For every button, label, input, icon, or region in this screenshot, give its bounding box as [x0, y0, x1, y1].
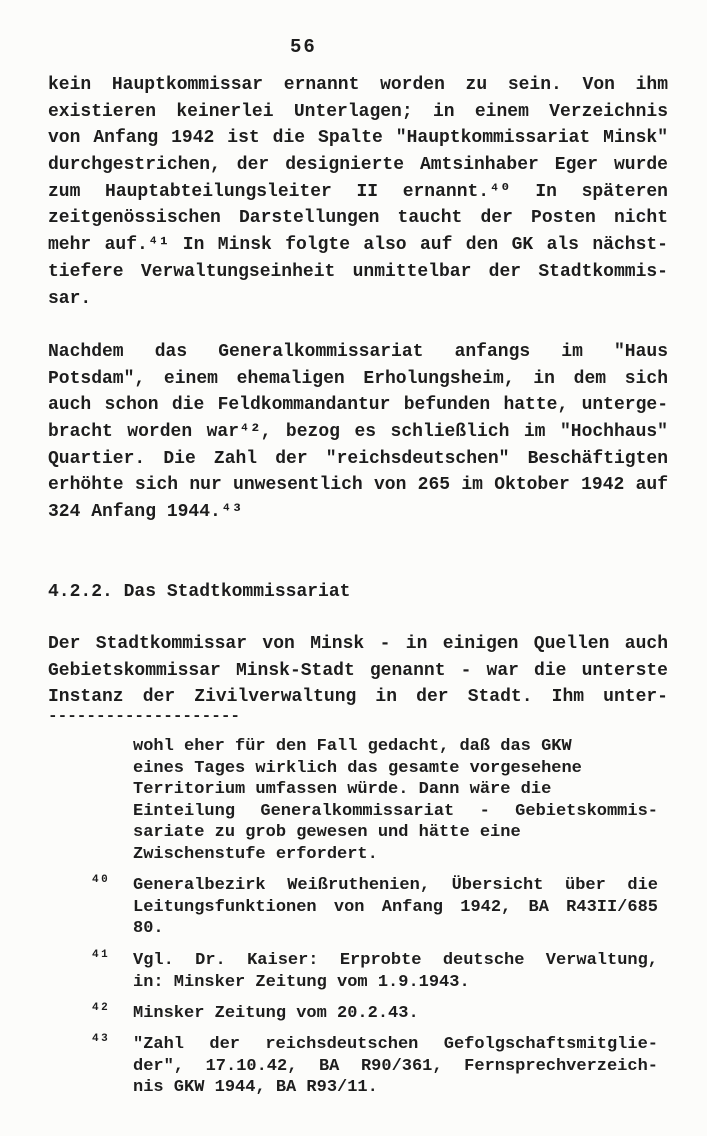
- body-line: zum Hauptabteilungsleiter II ernannt.⁴⁰ In späteren: [48, 181, 668, 202]
- footnote-43: [0, 1034, 707, 1099]
- page-number: 56: [290, 36, 317, 58]
- footnote-line: Territorium umfassen würde. Dann wäre die: [133, 780, 552, 799]
- footnote-marker: 41: [92, 949, 111, 961]
- footnote-line: Vgl. Dr. Kaiser: Erprobte deutsche Verwaltung,: [133, 951, 658, 970]
- footnote-marker: 40: [92, 874, 111, 886]
- footnote-42: [0, 1003, 707, 1025]
- body-line: Potsdam", einem ehemaligen Erholungsheim, in dem sich: [48, 368, 668, 389]
- body-line: Der Stadtkommissar von Minsk - in einigen Quellen auch: [48, 634, 668, 654]
- paragraph-3: [48, 631, 668, 711]
- footnote-40: [0, 875, 707, 940]
- footnote-marker: 42: [92, 1002, 111, 1014]
- body-line: Quartier. Die Zahl der "reichsdeutschen" Beschäftigten: [48, 448, 668, 469]
- body-line: tiefere Verwaltungseinheit unmittelbar der Stadtkommis-: [48, 261, 668, 282]
- footnote-line: 80.: [133, 919, 164, 938]
- body-line: Instanz der Zivilverwaltung in der Stadt. Ihm unter-: [48, 687, 668, 708]
- body-line: von Anfang 1942 ist die Spalte "Hauptkommissariat Minsk": [48, 128, 668, 149]
- footnote-line: "Zahl der reichsdeutschen Gefolgschaftsmitglie-: [133, 1035, 658, 1054]
- footnote-separator: --------------------: [48, 707, 241, 725]
- footnote-continuation: [0, 736, 707, 865]
- body-line: auch schon die Feldkommandantur befunden hatte, unterge-: [48, 395, 668, 416]
- paragraph-2: [48, 339, 668, 526]
- body-line: zeitgenössischen Darstellungen taucht der Posten nicht: [48, 208, 668, 229]
- body-line: sar.: [48, 288, 92, 309]
- footnote-marker: 43: [92, 1033, 111, 1045]
- footnote-line: Leitungsfunktionen von Anfang 1942, BA R43II/685: [133, 897, 658, 917]
- footnote-line: in: Minsker Zeitung vom 1.9.1943.: [133, 972, 470, 992]
- body-line: Gebietskommissar Minsk-Stadt genannt - war die unterste: [48, 660, 668, 681]
- footnote-line: wohl eher für den Fall gedacht, daß das GKW: [133, 737, 572, 756]
- body-line: durchgestrichen, der designierte Amtsinhaber Eger wurde: [48, 155, 668, 176]
- footnote-line: der", 17.10.42, BA R90/361, Fernsprechverzeich-: [133, 1056, 658, 1076]
- body-line: erhöhte sich nur unwesentlich von 265 im Oktober 1942 auf: [48, 475, 668, 496]
- body-line: kein Hauptkommissar ernannt worden zu sein. Von ihm: [48, 75, 668, 95]
- body-line: existieren keinerlei Unterlagen; in einem Verzeichnis: [48, 101, 668, 122]
- footnote-line: Generalbezirk Weißruthenien, Übersicht über die: [133, 876, 658, 895]
- body-line: Nachdem das Generalkommissariat anfangs im "Haus: [48, 342, 668, 362]
- footnote-line: Zwischenstufe erfordert.: [133, 844, 378, 864]
- footnote-line: eines Tages wirklich das gesamte vorgesehene: [133, 758, 582, 778]
- body-line: 324 Anfang 1944.⁴³: [48, 502, 243, 523]
- section-heading: 4.2.2. Das Stadtkommissariat: [48, 582, 351, 602]
- footnote-line: Minsker Zeitung vom 20.2.43.: [133, 1004, 419, 1023]
- body-line: mehr auf.⁴¹ In Minsk folgte also auf den GK als nächst-: [48, 235, 668, 256]
- footnote-41: [0, 950, 707, 993]
- footnote-line: nis GKW 1944, BA R93/11.: [133, 1078, 378, 1097]
- footnote-line: sariate zu grob gewesen und hätte eine: [133, 823, 521, 842]
- body-line: bracht worden war⁴², bezog es schließlich im "Hochhaus": [48, 422, 668, 443]
- paragraph-1: [48, 72, 668, 312]
- footnote-line: Einteilung Generalkommissariat - Gebietskommis-: [133, 801, 658, 821]
